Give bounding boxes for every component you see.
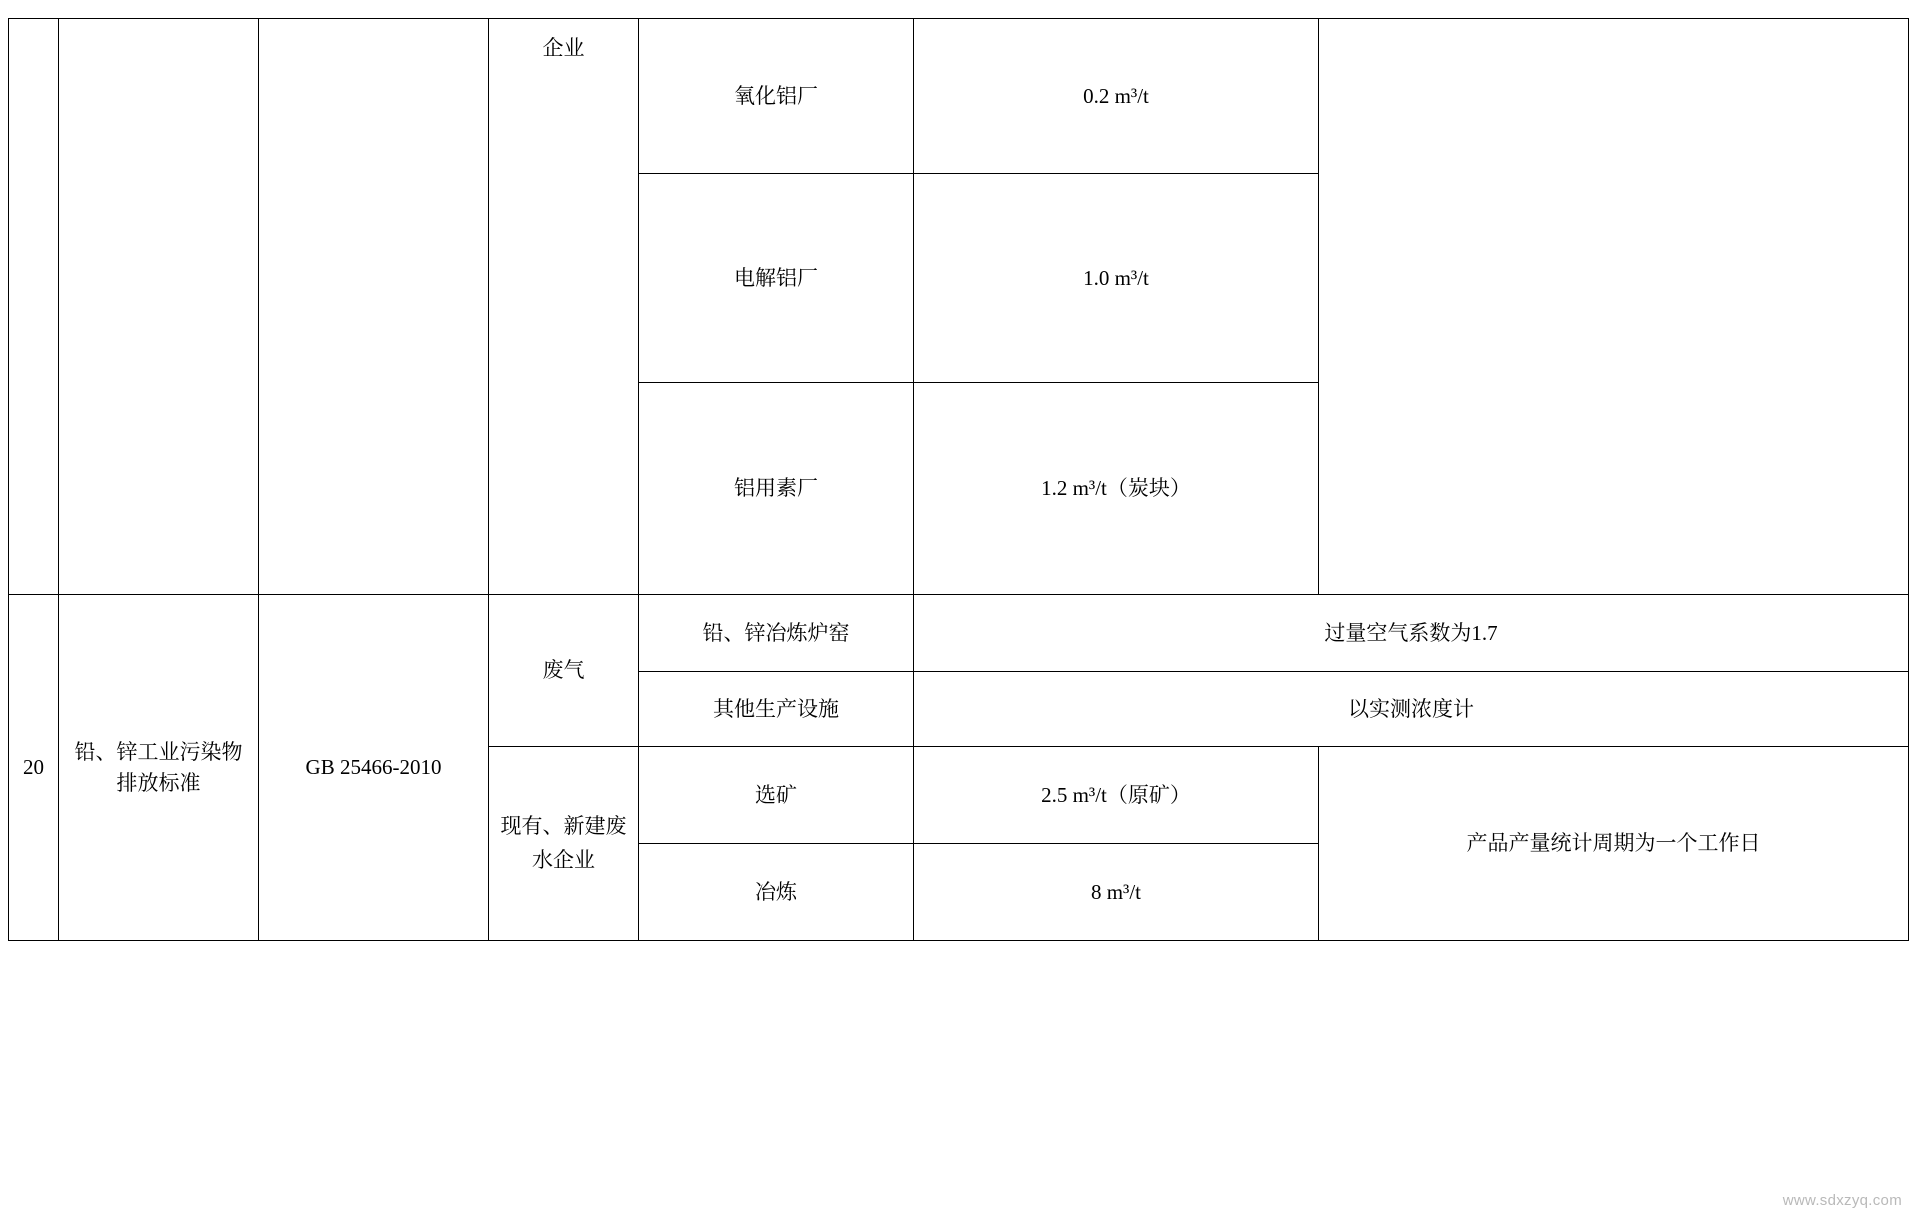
cell-index-20: 20 (9, 595, 59, 941)
cell-waste-water-item-value-0: 2.5 m³/t（原矿） (914, 747, 1319, 844)
cell-aluminum-item-value-1: 1.0 m³/t (914, 174, 1319, 383)
cell-aluminum-item-value-0: 0.2 m³/t (914, 19, 1319, 174)
cell-waste-gas-item-name-1: 其他生产设施 (639, 672, 914, 747)
cell-standard-code-lead-zinc: GB 25466-2010 (259, 595, 489, 941)
cell-aluminum-item-value-2: 1.2 m³/t（炭块） (914, 383, 1319, 595)
table-row (9, 19, 1909, 174)
cell-standard-code-continued (259, 19, 489, 595)
cell-aluminum-item-name-1: 电解铝厂 (639, 174, 914, 383)
cell-waste-water-label: 现有、新建废水企业 (489, 747, 639, 941)
cell-aluminum-item-name-0: 氧化铝厂 (639, 19, 914, 174)
cell-waste-gas-label: 废气 (489, 595, 639, 747)
emission-standards-table (8, 18, 1909, 941)
cell-waste-gas-item-note-1: 以实测浓度计 (914, 672, 1909, 747)
cell-index-continued (9, 19, 59, 595)
table-row (9, 595, 1909, 672)
cell-aluminum-group-label: 企业 (489, 19, 639, 595)
cell-standard-name-continued (59, 19, 259, 595)
cell-waste-water-item-name-1: 冶炼 (639, 844, 914, 941)
cell-waste-water-item-name-0: 选矿 (639, 747, 914, 844)
cell-waste-gas-item-name-0: 铅、锌冶炼炉窑 (639, 595, 914, 672)
cell-aluminum-item-name-2: 铝用素厂 (639, 383, 914, 595)
cell-standard-name-lead-zinc: 铅、锌工业污染物排放标准 (59, 595, 259, 941)
watermark-text: www.sdxzyq.com (1782, 1192, 1902, 1209)
cell-waste-gas-item-note-0: 过量空气系数为1.7 (914, 595, 1909, 672)
cell-waste-water-note: 产品产量统计周期为一个工作日 (1319, 747, 1909, 941)
cell-aluminum-note (1319, 19, 1909, 595)
cell-waste-water-item-value-1: 8 m³/t (914, 844, 1319, 941)
